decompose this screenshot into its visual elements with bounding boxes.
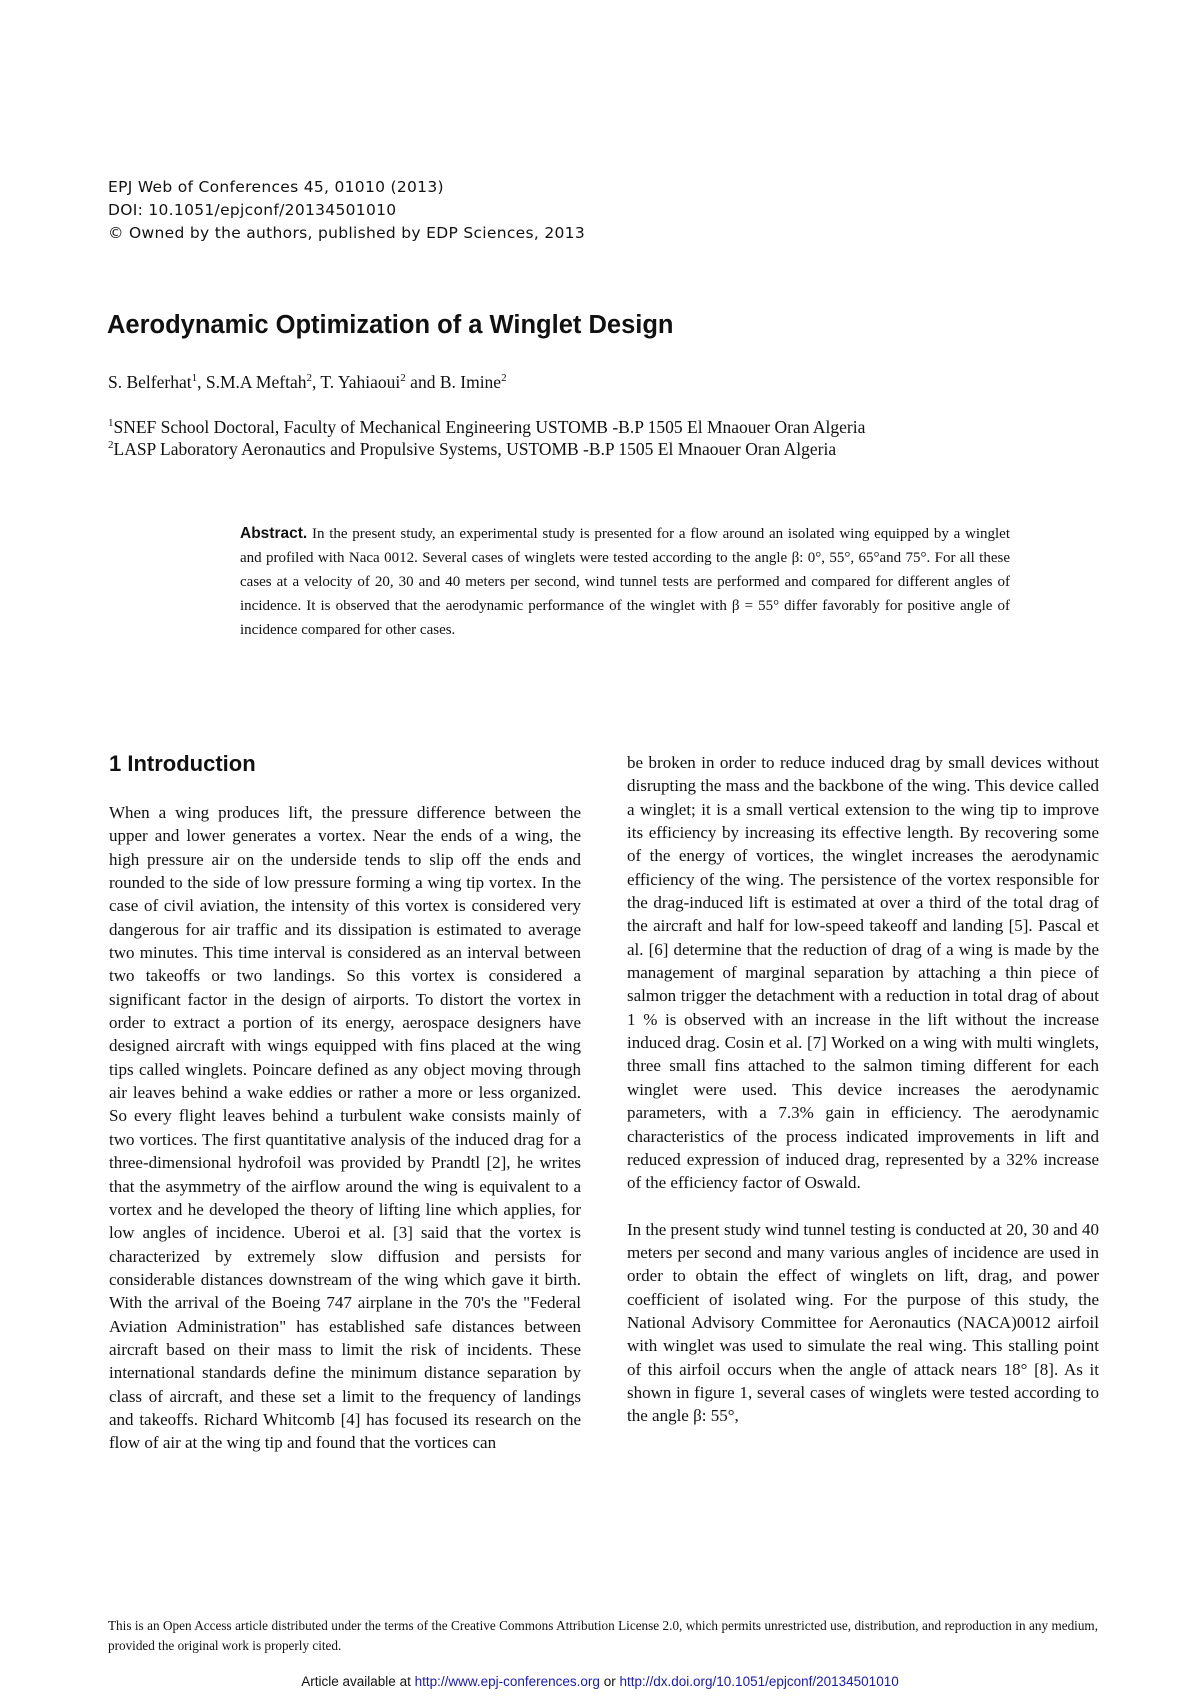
section-heading-introduction: 1 Introduction xyxy=(109,751,256,776)
copyright-icon: © xyxy=(108,224,124,242)
paragraph: When a wing produces lift, the pressure difference between the upper and lower generates a vortex. Near the ends of a wing, the high pressure air on the underside tends to slip off the ends and rounded to the side of low pressure forming a wing tip vortex. In the case of civil aviation, the intensity of this vortex is considered very dangerous for air traffic and its dissipation is estimated to average two minutes. This time interval is considered as an interval between two takeoffs or two landings. So this vortex is considered a significant factor in the design of airports. To distort the vortex in order to extract a portion of its energy, aerospace designers have designed aircraft with wings equipped with fins placed at the wing tips called winglets. Poincare defined as any object moving through air leaves behind a wake eddies or rather a more or less organized. So every flight leaves behind a turbulent wake consists mainly of two vortices. The first quantitative analysis of the induced drag for a three-dimensional hydrofoil was provided by Prandtl [2], he writes that the asymmetry of the airflow around the wing is equivalent to a vortex and he developed the theory of lifting line which applies, for low angles of incidence. Uberoi et al. [3] said that the vortex is characterized by extremely slow diffusion and persists for considerable distances downstream of the wing which gave it birth. With the arrival of the Boeing 747 airplane in the 70's the "Federal Aviation Administration" has established safe distances between aircraft based on their mass to limit the risk of incidents. These international standards define the minimum distance separation by class of aircraft, and these set a limit to the frequency of landings and takeoffs. Richard Whitcomb [4] has focused its research on the flow of air at the wing tip and found that the vortices can xyxy=(109,803,581,1453)
right-column xyxy=(627,751,1099,1428)
paragraph: be broken in order to reduce induced drag by small devices without disrupting the mass and the backbone of the wing. This device called a winglet; it is a small vertical extension to the wing tip to improve its efficiency by increasing its effective length. By recovering some of the energy of vortices, the winglet increases the aerodynamic efficiency of the wing. The persistence of the vortex responsible for the drag-induced lift is estimated at over a third of the total drag of the aircraft and half for low-speed takeoff and landing [5]. Pascal et al. [6] determine that the reduction of drag of a wing is made by the management of marginal separation by attaching a thin piece of salmon trigger the detachment with a reduction in total drag of about 1 % is observed with an increase in the lift without the increase induced drag. Cosin et al. [7] Worked on a wing with multi winglets, three small fins attached to the salmon timing different for each winglet were used. This device increases the aerodynamic parameters, with a 7.3% gain in efficiency. The aerodynamic characteristics of the process indicated improvements in lift and reduced expression of induced drag, represented by a 32% increase of the efficiency factor of Oswald. xyxy=(627,753,1099,1193)
journal-header xyxy=(108,176,585,245)
link-doi[interactable]: http://dx.doi.org/10.1051/epjconf/20134501010 xyxy=(619,1674,899,1689)
author: B. Imine$^2$ xyxy=(439,372,507,392)
copyright-text: Owned by the authors, published by EDP Sciences, 2013 xyxy=(129,224,585,242)
abstract-label: Abstract. xyxy=(240,525,308,542)
paragraph: In the present study wind tunnel testing is conducted at 20, 30 and 40 meters per second and many various angles of incidence are used in order to obtain the effect of winglets on lift, drag, and power coefficient of isolated wing. For the purpose of this study, the National Advisory Committee for Aeronautics (NACA)0012 airfoil with winglet was used to simulate the real wing. This stalling point of this airfoil occurs when the angle of attack nears 18° [8]. As it shown in figure 1, several cases of winglets were tested according to the angle β: 55°, xyxy=(627,1219,1099,1426)
doi-line: DOI: 10.1051/epjconf/20134501010 xyxy=(108,201,397,219)
affiliation-2: $^2$LASP Laboratory Aeronautics and Propulsive Systems, USTOMB -B.P 1505 El Mnaouer Oran Algeria xyxy=(108,439,837,459)
journal-citation: EPJ Web of Conferences 45, 01010 (2013) xyxy=(108,178,444,196)
abstract-text: In the present study, an experimental study is presented for a flow around an isolated wing equipped by a winglet and profiled with Naca 0012. Several cases of winglets were tested according to the angle β: 0°, 55°, 65°and 75°. For all these cases at a velocity of 20, 30 and 40 meters per second, wind tunnel tests are performed and compared for different angles of incidence. It is observed that the aerodynamic performance of the winglet with β = 55° differ favorably for positive angle of incidence compared for other cases. xyxy=(240,526,1010,638)
affiliation-1: $^1$SNEF School Doctoral, Faculty of Mechanical Engineering USTOMB -B.P 1505 El Mnaouer Oran Algeria xyxy=(108,417,866,437)
affiliations xyxy=(108,416,865,460)
article-availability: Article available at http://www.epj-conferences.org or http://dx.doi.org/10.1051/epjconf/20134501010 xyxy=(301,1674,899,1689)
author: S.M.A Meftah$^2$, xyxy=(205,372,321,392)
paper-title: Aerodynamic Optimization of a Winglet Design xyxy=(107,311,674,339)
left-column xyxy=(109,801,581,1455)
link-epj-conferences[interactable]: http://www.epj-conferences.org xyxy=(414,1674,600,1689)
copyright-line xyxy=(108,222,585,245)
license-notice: This is an Open Access article distributed under the terms of the Creative Commons Attribution License 2.0, which permits unrestricted use, distribution, and reproduction in any medium, provided the original work is properly cited. xyxy=(108,1618,1098,1653)
author-list xyxy=(108,372,507,393)
author: T. Yahiaoui$^2$ and xyxy=(320,372,440,392)
author: S. Belferhat$^1$, xyxy=(108,372,206,392)
abstract xyxy=(240,522,1010,642)
